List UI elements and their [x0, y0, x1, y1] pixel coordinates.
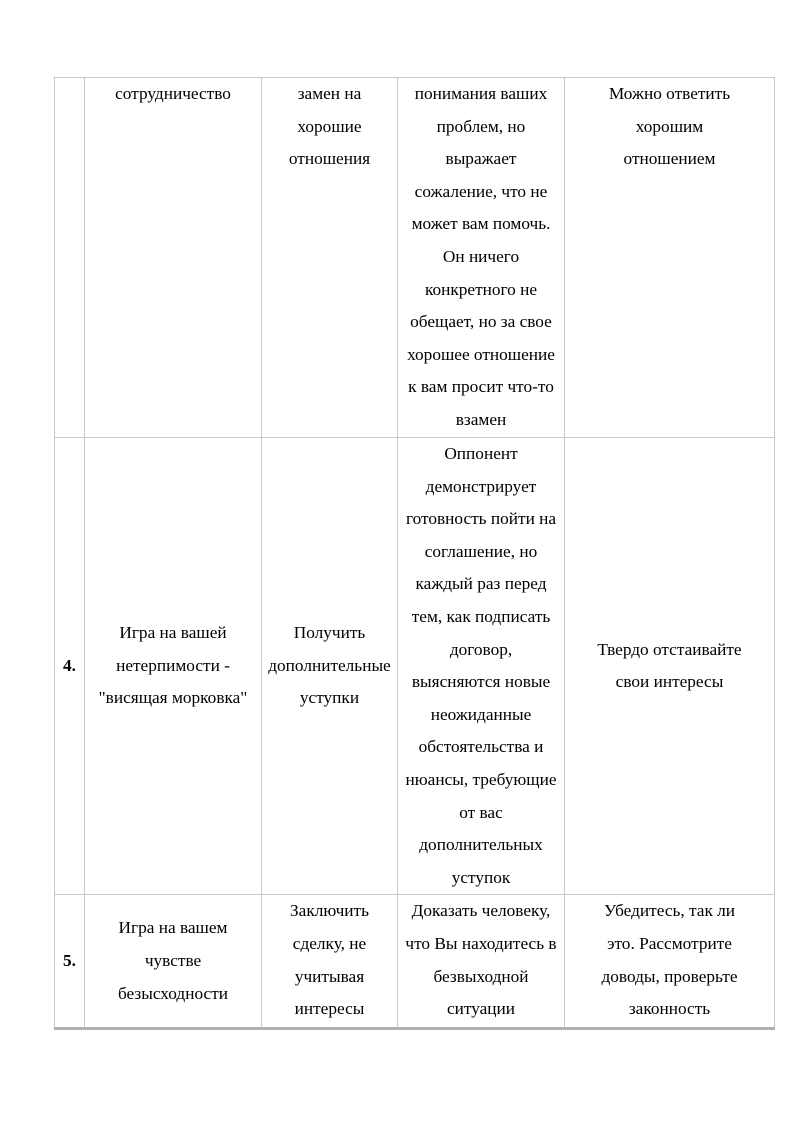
response-cell	[565, 438, 775, 895]
goal-text: Получить дополнительные уступки	[268, 623, 391, 708]
row-number-cell	[55, 78, 85, 438]
table-row	[55, 895, 775, 1029]
game-cell	[85, 895, 262, 1029]
row-number: 5.	[63, 951, 76, 971]
description-cell	[398, 438, 565, 895]
table-row	[55, 78, 775, 438]
goal-cell	[262, 895, 398, 1029]
response-cell	[565, 78, 775, 438]
game-cell	[85, 438, 262, 895]
goal-text: замен на хорошие отношения	[288, 84, 371, 169]
goal-cell	[262, 438, 398, 895]
game-cell	[85, 78, 262, 438]
response-text: Можно ответить хорошим отношением	[608, 84, 731, 169]
row-number: 4.	[63, 655, 76, 675]
row-number-cell	[55, 438, 85, 895]
description-cell	[398, 78, 565, 438]
table-row	[55, 438, 775, 895]
game-name: сотрудничество	[115, 84, 231, 103]
game-name: Игра на вашей нетерпимости - "висящая морковка"	[98, 623, 248, 708]
goal-text: Заключить сделку, не учитывая интересы	[290, 901, 369, 1019]
response-text: Твердо отстаивайте свои интересы	[597, 639, 742, 692]
description-text: понимания ваших проблем, но выражает сожаление, что не может вам помочь. Он ничего конкретного не обещает, но за свое хорошее отношение к вам просит что-то взамен	[407, 84, 555, 429]
row-number-cell	[55, 895, 85, 1029]
game-name: Игра на вашем чувстве безысходности	[117, 918, 229, 1003]
description-cell	[398, 895, 565, 1029]
description-text: Доказать человеку, что Вы находитесь в безвыходной ситуации	[405, 901, 557, 1019]
response-text: Убедитесь, так ли это. Рассмотрите доводы, проверьте законность	[601, 901, 738, 1019]
negotiation-games-table	[54, 77, 775, 1030]
response-cell	[565, 895, 775, 1029]
goal-cell	[262, 78, 398, 438]
description-text: Оппонент демонстрирует готовность пойти на соглашение, но каждый раз перед тем, как подписать договор, выясняются новые неожиданные обстоятельства и нюансы, требующие от вас дополнительных уступок	[405, 444, 557, 887]
